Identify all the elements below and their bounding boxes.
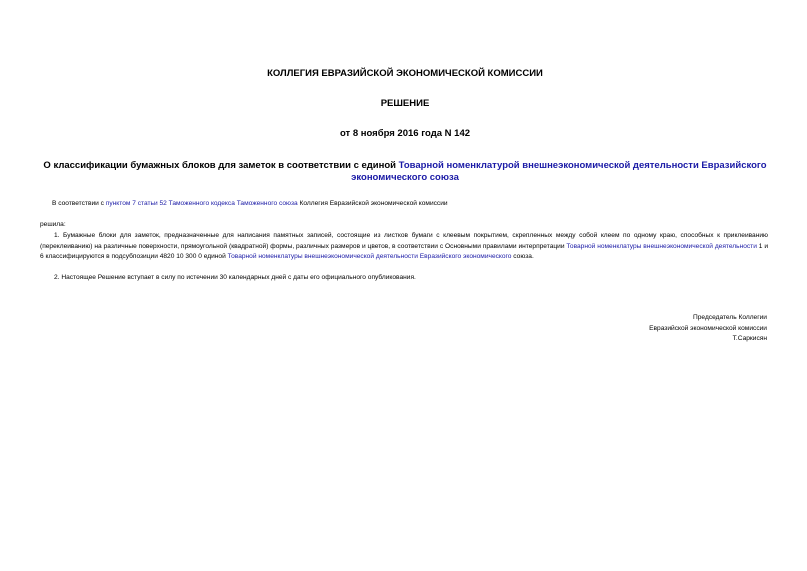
item-1-paragraph xyxy=(40,231,768,263)
intro-paragraph xyxy=(52,199,772,210)
resolved-label: решила: xyxy=(40,221,66,228)
signature-block xyxy=(467,313,767,345)
item1-text: 1. Бумажные блоки для заметок, предназначенные для написания памятных записей, состоящие из листков бумаги с клеевым покрытием, скрепленных между собой клеем по одному краю, способных к приклеиванию (переклеиванию) на различные поверхности, прямоугольной (квадратной) формы, различных размеров и цветов, в соответствии с Основными правилами интерпретации xyxy=(40,232,768,250)
intro-link-customs-code[interactable]: пунктом 7 статьи 52 Таможенного кодекса Таможенного союза xyxy=(105,200,298,207)
intro-prefix: В соответствии с xyxy=(52,200,106,207)
intro-suffix: Коллегия Евразийской экономической комиссии xyxy=(297,200,448,207)
item1-end: союза. xyxy=(511,253,534,260)
subject-prefix: О классификации бумажных блоков для заметок в соответствии с единой xyxy=(43,160,399,171)
subject-link-tnved[interactable]: Товарной номенклатурой внешнеэкономической деятельности Евразийского экономического союза xyxy=(351,160,767,183)
doc-date: от 8 ноября 2016 года N 142 xyxy=(339,128,471,139)
sign-title: Председатель Коллегии xyxy=(693,314,767,321)
item-2-paragraph: 2. Настоящее Решение вступает в силу по истечении 30 календарных дней с даты его официального опубликования. xyxy=(54,274,416,281)
sign-org: Евразийской экономической комиссии xyxy=(649,324,767,332)
item1-link-tnved[interactable]: Товарной номенклатуры внешнеэкономической деятельности xyxy=(566,242,757,250)
item1-mid: 1 и 6 классифицируются в подсубпозиции 4820 10 300 0 единой xyxy=(40,242,769,260)
org-title: КОЛЛЕГИЯ ЕВРАЗИЙСКОЙ ЭКОНОМИЧЕСКОЙ КОМИССИИ xyxy=(267,68,543,79)
sign-name: Т.Саркисян xyxy=(732,335,767,342)
doc-type: РЕШЕНИЕ xyxy=(380,98,430,109)
item1-link-tnved-eaeu[interactable]: Товарной номенклатуры внешнеэкономической деятельности Евразийского экономического xyxy=(227,253,512,260)
doc-subject xyxy=(30,160,780,184)
